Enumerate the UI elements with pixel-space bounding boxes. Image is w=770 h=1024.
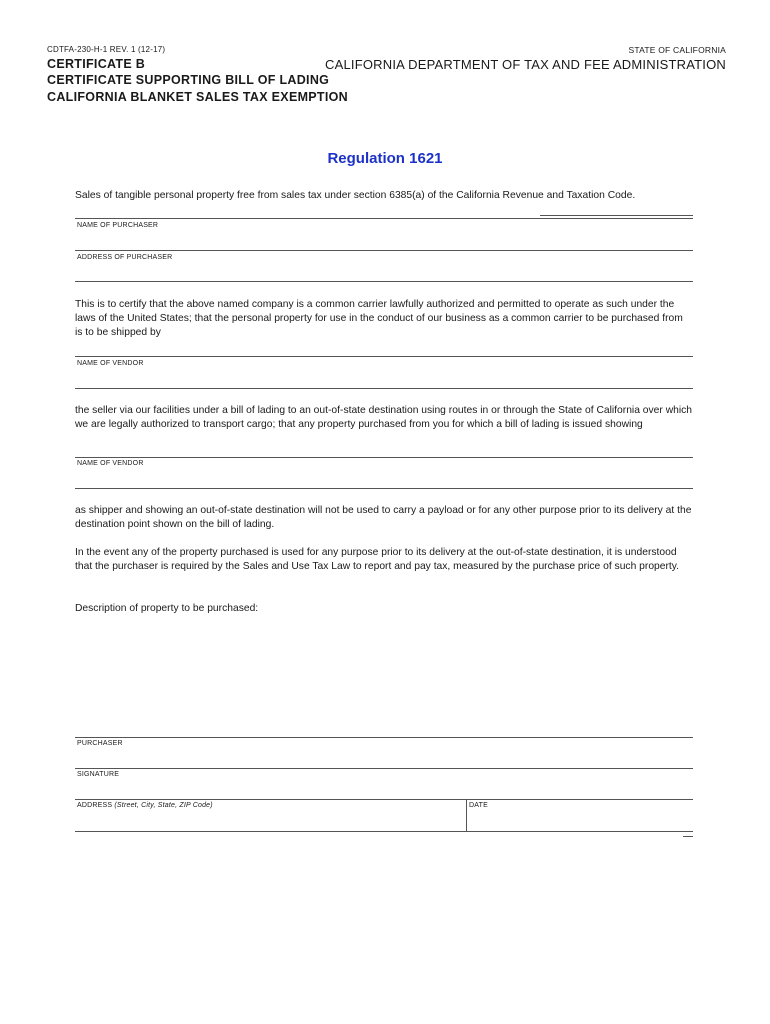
event-paragraph: In the event any of the property purchased is used for any purpose prior to its delivery at the out-of-state destination, it is understood that the purchaser is required by the Sales and Use Tax Law to report and pay tax, measured by the purchase price of such property. [75,547,680,572]
address-bottom-rule [75,281,693,282]
address-label-text: ADDRESS [77,802,113,809]
address-date-bottom-rule [75,831,693,832]
description-label: Description of property to be purchased: [75,603,259,614]
vendor-shipper-bottom-rule [75,488,693,489]
form-number: CDTFA-230-H-1 REV. 1 (12-17) [47,45,166,54]
address-hint: (Street, City, State, ZIP Code) [114,802,213,809]
name-of-vendor-shipper-field[interactable] [75,457,693,458]
certify-paragraph: This is to certify that the above named company is a common carrier lawfully authorized and permitted to operate as such under the laws of the United States; that the personal property for use in the conduct of our business as a common carrier to be purchased from is to be shipped by [75,299,683,338]
date-field[interactable] [467,800,693,830]
signature-field[interactable] [75,768,693,769]
description-area[interactable] [75,620,693,732]
address-field[interactable] [75,800,465,830]
certificate-title: CERTIFICATE B [47,57,146,71]
footer-tick [683,836,693,837]
shipper-paragraph: as shipper and showing an out-of-state destination will not be used to carry a payload or for any other purpose prior to its delivery at the destination point shown on the bill of lading. [75,505,692,530]
regulation-heading: Regulation 1621 [327,150,443,167]
name-of-vendor-field[interactable] [75,356,693,357]
name-of-purchaser-label: NAME OF PURCHASER [77,222,159,229]
date-label: DATE [469,802,488,809]
vendor-bottom-rule [75,388,693,389]
address-of-purchaser-field[interactable] [75,250,693,251]
seller-paragraph: the seller via our facilities under a bill of lading to an out-of-state destination using routes in or through the State of California over which we are legally authorized to transport cargo; that any property purchased from you for which a bill of lading is issued showing [75,405,693,430]
signature-label: SIGNATURE [77,771,120,778]
department-name: CALIFORNIA DEPARTMENT OF TAX AND FEE ADMINISTRATION [325,57,726,72]
intro-text: Sales of tangible personal property free from sales tax under section 6385(a) of the California Revenue and Taxation Code. [75,190,636,201]
certificate-subtitle: CERTIFICATE SUPPORTING BILL OF LADING [47,73,330,87]
name-of-vendor-shipper-label: NAME OF VENDOR [77,460,144,467]
purchaser-field[interactable] [75,737,693,738]
state-label: STATE OF CALIFORNIA [628,45,726,55]
name-of-vendor-label: NAME OF VENDOR [77,360,144,367]
intro-underline [540,215,693,216]
address-of-purchaser-label: ADDRESS OF PURCHASER [77,254,173,261]
purchaser-label: PURCHASER [77,740,123,747]
certificate-exemption-title: CALIFORNIA BLANKET SALES TAX EXEMPTION [47,90,348,104]
name-of-purchaser-field[interactable] [75,218,693,219]
